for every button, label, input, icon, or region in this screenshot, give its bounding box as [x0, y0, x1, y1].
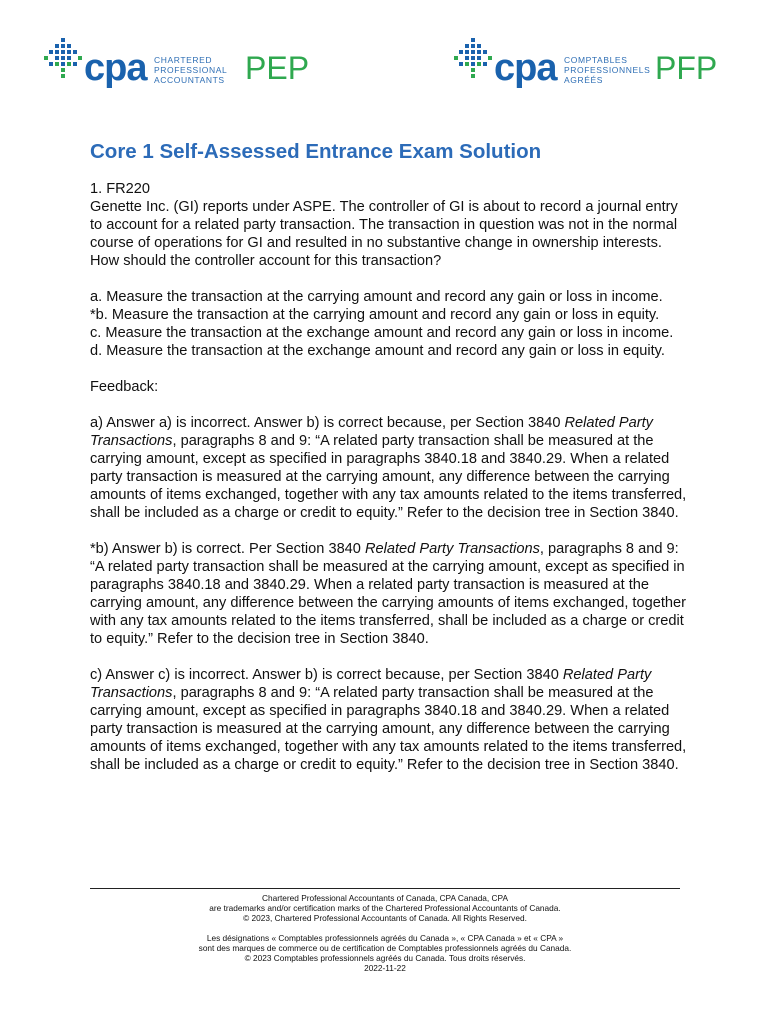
cpa-subtitle-line: CHARTERED: [154, 55, 213, 65]
footer: [90, 893, 680, 973]
feedback-text: c) Answer c) is incorrect. Answer b) is correct because, per Section 3840: [90, 667, 563, 683]
footer-divider: [90, 888, 680, 889]
feedback-label: Feedback:: [90, 379, 159, 395]
cpa-maple-leaf-icon: [454, 36, 492, 84]
feedback-text: , paragraphs 8 and 9: “A related party transaction shall be measured at the carrying amount, except as specified in paragraphs 3840.18 and 3840.29. When a related party transaction is measured at the carrying amount, any difference between the carrying amounts of items exchanged, together with any tax amounts related to the items transferred, shall be included as a charge or credit to equity.” Refer to the decision tree in Section 3840.: [90, 541, 686, 647]
feedback-text: *b) Answer b) is correct. Per Section 3840: [90, 541, 365, 557]
footer-fr-line: Les désignations « Comptables professionnels agréés du Canada », « CPA Canada » et « CPA »: [206, 933, 564, 943]
cpa-subtitle-line: PROFESSIONAL: [154, 65, 228, 75]
page-title: Core 1 Self-Assessed Entrance Exam Solution: [90, 140, 542, 163]
option-d: d. Measure the transaction at the exchange amount and record any gain or loss in equity.: [90, 343, 665, 359]
document-body: [90, 180, 690, 774]
feedback-b: [90, 540, 690, 648]
question-stem: Genette Inc. (GI) reports under ASPE. The controller of GI is about to record a journal entry to account for a related party transaction. The transaction in question was not in the normal course of operations for GI and resulted in no substantive change in ownership interests. How should the controller account for this transaction?: [90, 199, 678, 269]
program-label-pep: PEP: [245, 50, 310, 86]
feedback-text: , paragraphs 8 and 9: “A related party transaction shall be measured at the carrying amount, except as specified in paragraphs 3840.18 and 3840.29. When a related party transaction is measured at the carrying amount, any difference between the carrying amounts of items exchanged, together with any tax amounts related to the items transferred, shall be included as a charge or credit to equity.” Refer to the decision tree in Section 3840.: [90, 685, 687, 773]
cpa-wordmark: cpa: [84, 47, 147, 89]
footer-fr-line: sont des marques de commerce ou de certification de Comptables professionnels agréés du Canada.: [198, 943, 572, 953]
feedback-text: , paragraphs 8 and 9: “A related party transaction shall be measured at the carrying amount, except as specified in paragraphs 3840.18 and 3840.29. When a related party transaction is measured at the carrying amount, any difference between the carrying amounts of items exchanged, together with any tax amounts related to the items transferred, shall be included as a charge or credit to equity.” Refer to the decision tree in Section 3840.: [90, 433, 687, 521]
footer-en-line: are trademarks and/or certification marks of the Chartered Professional Accountants of Canada.: [209, 903, 561, 913]
cpa-pfp-logo: [454, 36, 734, 96]
feedback-a: [90, 414, 690, 522]
cpa-maple-leaf-icon: [44, 36, 82, 84]
question-number: 1. FR220: [90, 181, 151, 197]
cpa-subtitle-line: COMPTABLES: [564, 55, 628, 65]
feedback-section-title: Related Party Transactions: [90, 415, 653, 449]
feedback-section-title: Related Party Transactions: [90, 667, 652, 701]
footer-fr-line: © 2023 Comptables professionnels agréés du Canada. Tous droits réservés.: [244, 953, 526, 963]
cpa-pep-logo: [44, 36, 324, 96]
option-c: c. Measure the transaction at the exchange amount and record any gain or loss in income.: [90, 325, 674, 341]
footer-date: 2022-11-22: [364, 963, 406, 973]
cpa-subtitle-line: PROFESSIONNELS: [564, 65, 651, 75]
cpa-subtitle: [154, 55, 227, 85]
feedback-section-title: Related Party Transactions: [364, 541, 540, 557]
cpa-subtitle: [564, 55, 650, 85]
cpa-wordmark: cpa: [494, 47, 557, 89]
footer-en-line: © 2023, Chartered Professional Accountants of Canada. All Rights Reserved.: [243, 913, 527, 923]
cpa-subtitle-line: ACCOUNTANTS: [154, 75, 225, 85]
option-a: a. Measure the transaction at the carrying amount and record any gain or loss in income.: [90, 289, 663, 305]
option-b: *b. Measure the transaction at the carrying amount and record any gain or loss in equity.: [90, 307, 660, 323]
feedback-c: [90, 666, 690, 774]
cpa-subtitle-line: AGRÉÉS: [564, 75, 604, 85]
footer-en-line: Chartered Professional Accountants of Canada, CPA Canada, CPA: [262, 893, 508, 903]
program-label-pfp: PFP: [655, 50, 718, 86]
feedback-text: a) Answer a) is incorrect. Answer b) is correct because, per Section 3840: [90, 415, 565, 431]
